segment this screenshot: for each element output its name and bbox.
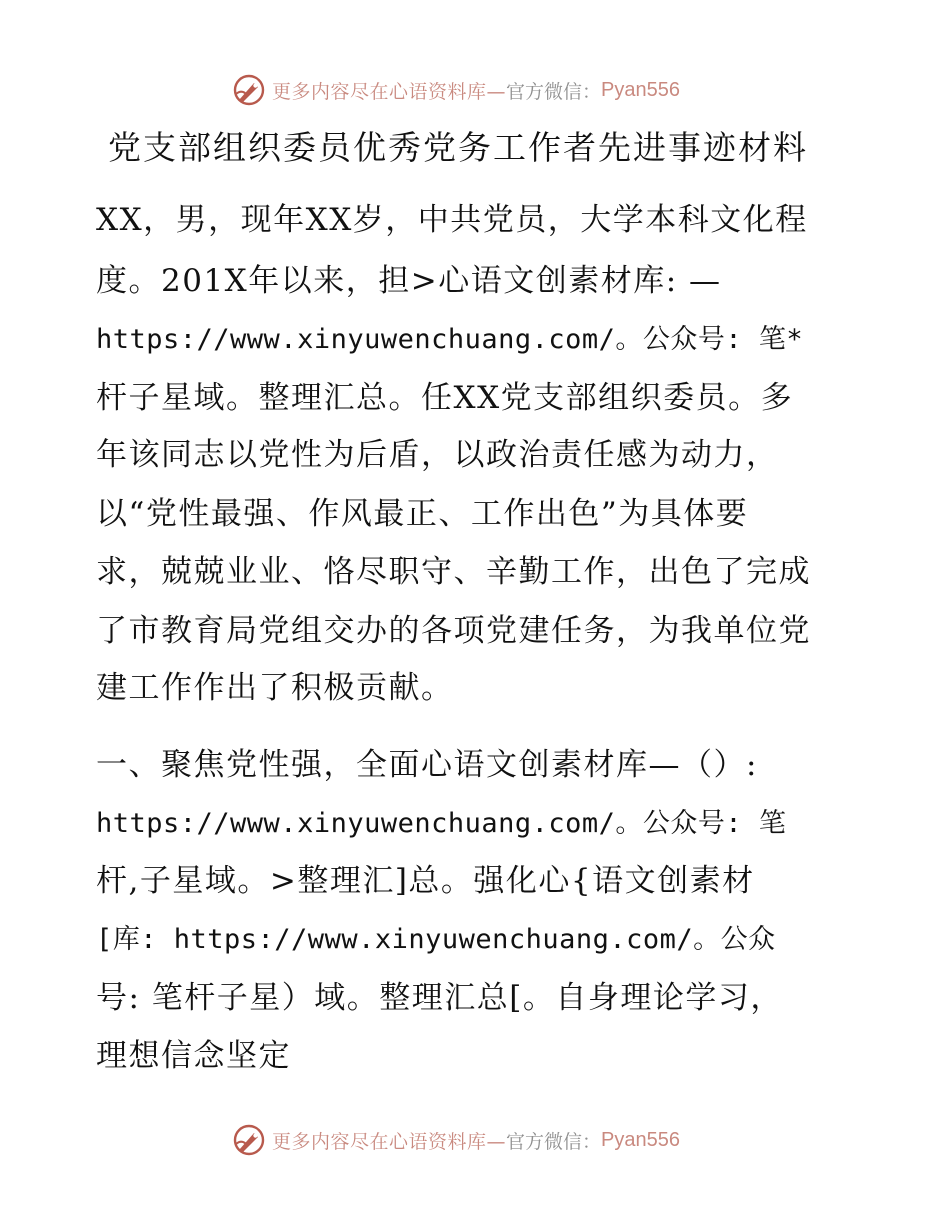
paragraph-line: 理想信念坚定 bbox=[96, 1038, 291, 1074]
paragraph-line: 年该同志以党性为后盾，以政治责任感为动力， bbox=[96, 437, 779, 473]
paragraph-line: 求，兢兢业业、恪尽职守、辛勤工作，出色了完成 bbox=[96, 554, 811, 590]
watermark-wechat-label: 官方微信： bbox=[506, 1130, 602, 1153]
paragraph-line: 了市教育局党组交办的各项党建任务，为我单位党 bbox=[96, 613, 811, 649]
paragraph-line: 以“党性最强、作风最正、工作出色”为具体要 bbox=[96, 496, 749, 532]
paragraph-line: 杆子星域。整理汇总。任XX党支部组织委员。多 bbox=[96, 380, 794, 416]
paragraph-line: 一、聚焦党性强，全面心语文创素材库—（）: bbox=[96, 747, 758, 783]
watermark-wechat-id: Pyan556 bbox=[601, 78, 680, 101]
paragraph-line: 杆,子星域。>整理汇]总。强化心{语文创素材 bbox=[96, 863, 755, 899]
pen-nib-logo-icon bbox=[232, 73, 266, 107]
paragraph-line: 号: 笔杆子星）域。整理汇总[。自身理论学习， bbox=[96, 980, 783, 1016]
watermark-wechat-label: 官方微信： bbox=[506, 80, 602, 103]
paragraph-line: 建工作作出了积极贡献。 bbox=[96, 670, 454, 706]
watermark-text: 更多内容尽在心语资料库— bbox=[272, 1130, 507, 1153]
top-watermark-banner bbox=[232, 70, 680, 110]
paragraph-line: https://www.xinyuwenchuang.com/。公众号: 笔* bbox=[96, 324, 804, 355]
bottom-watermark-banner bbox=[232, 1120, 680, 1160]
document-title: 党支部组织委员优秀党务工作者先进事迹材料 bbox=[108, 128, 808, 167]
pen-nib-logo-icon bbox=[232, 1123, 266, 1157]
paragraph-line: XX，男，现年XX岁，中共党员，大学本科文化程 bbox=[96, 202, 808, 238]
paragraph-line: [库: https://www.xinyuwenchuang.com/。公众 bbox=[96, 924, 776, 955]
paragraph-line: https://www.xinyuwenchuang.com/。公众号: 笔 bbox=[96, 808, 787, 839]
watermark-wechat-id: Pyan556 bbox=[601, 1128, 680, 1151]
paragraph-line: 度。201X年以来，担>心语文创素材库: — bbox=[96, 263, 722, 299]
watermark-text: 更多内容尽在心语资料库— bbox=[272, 80, 507, 103]
